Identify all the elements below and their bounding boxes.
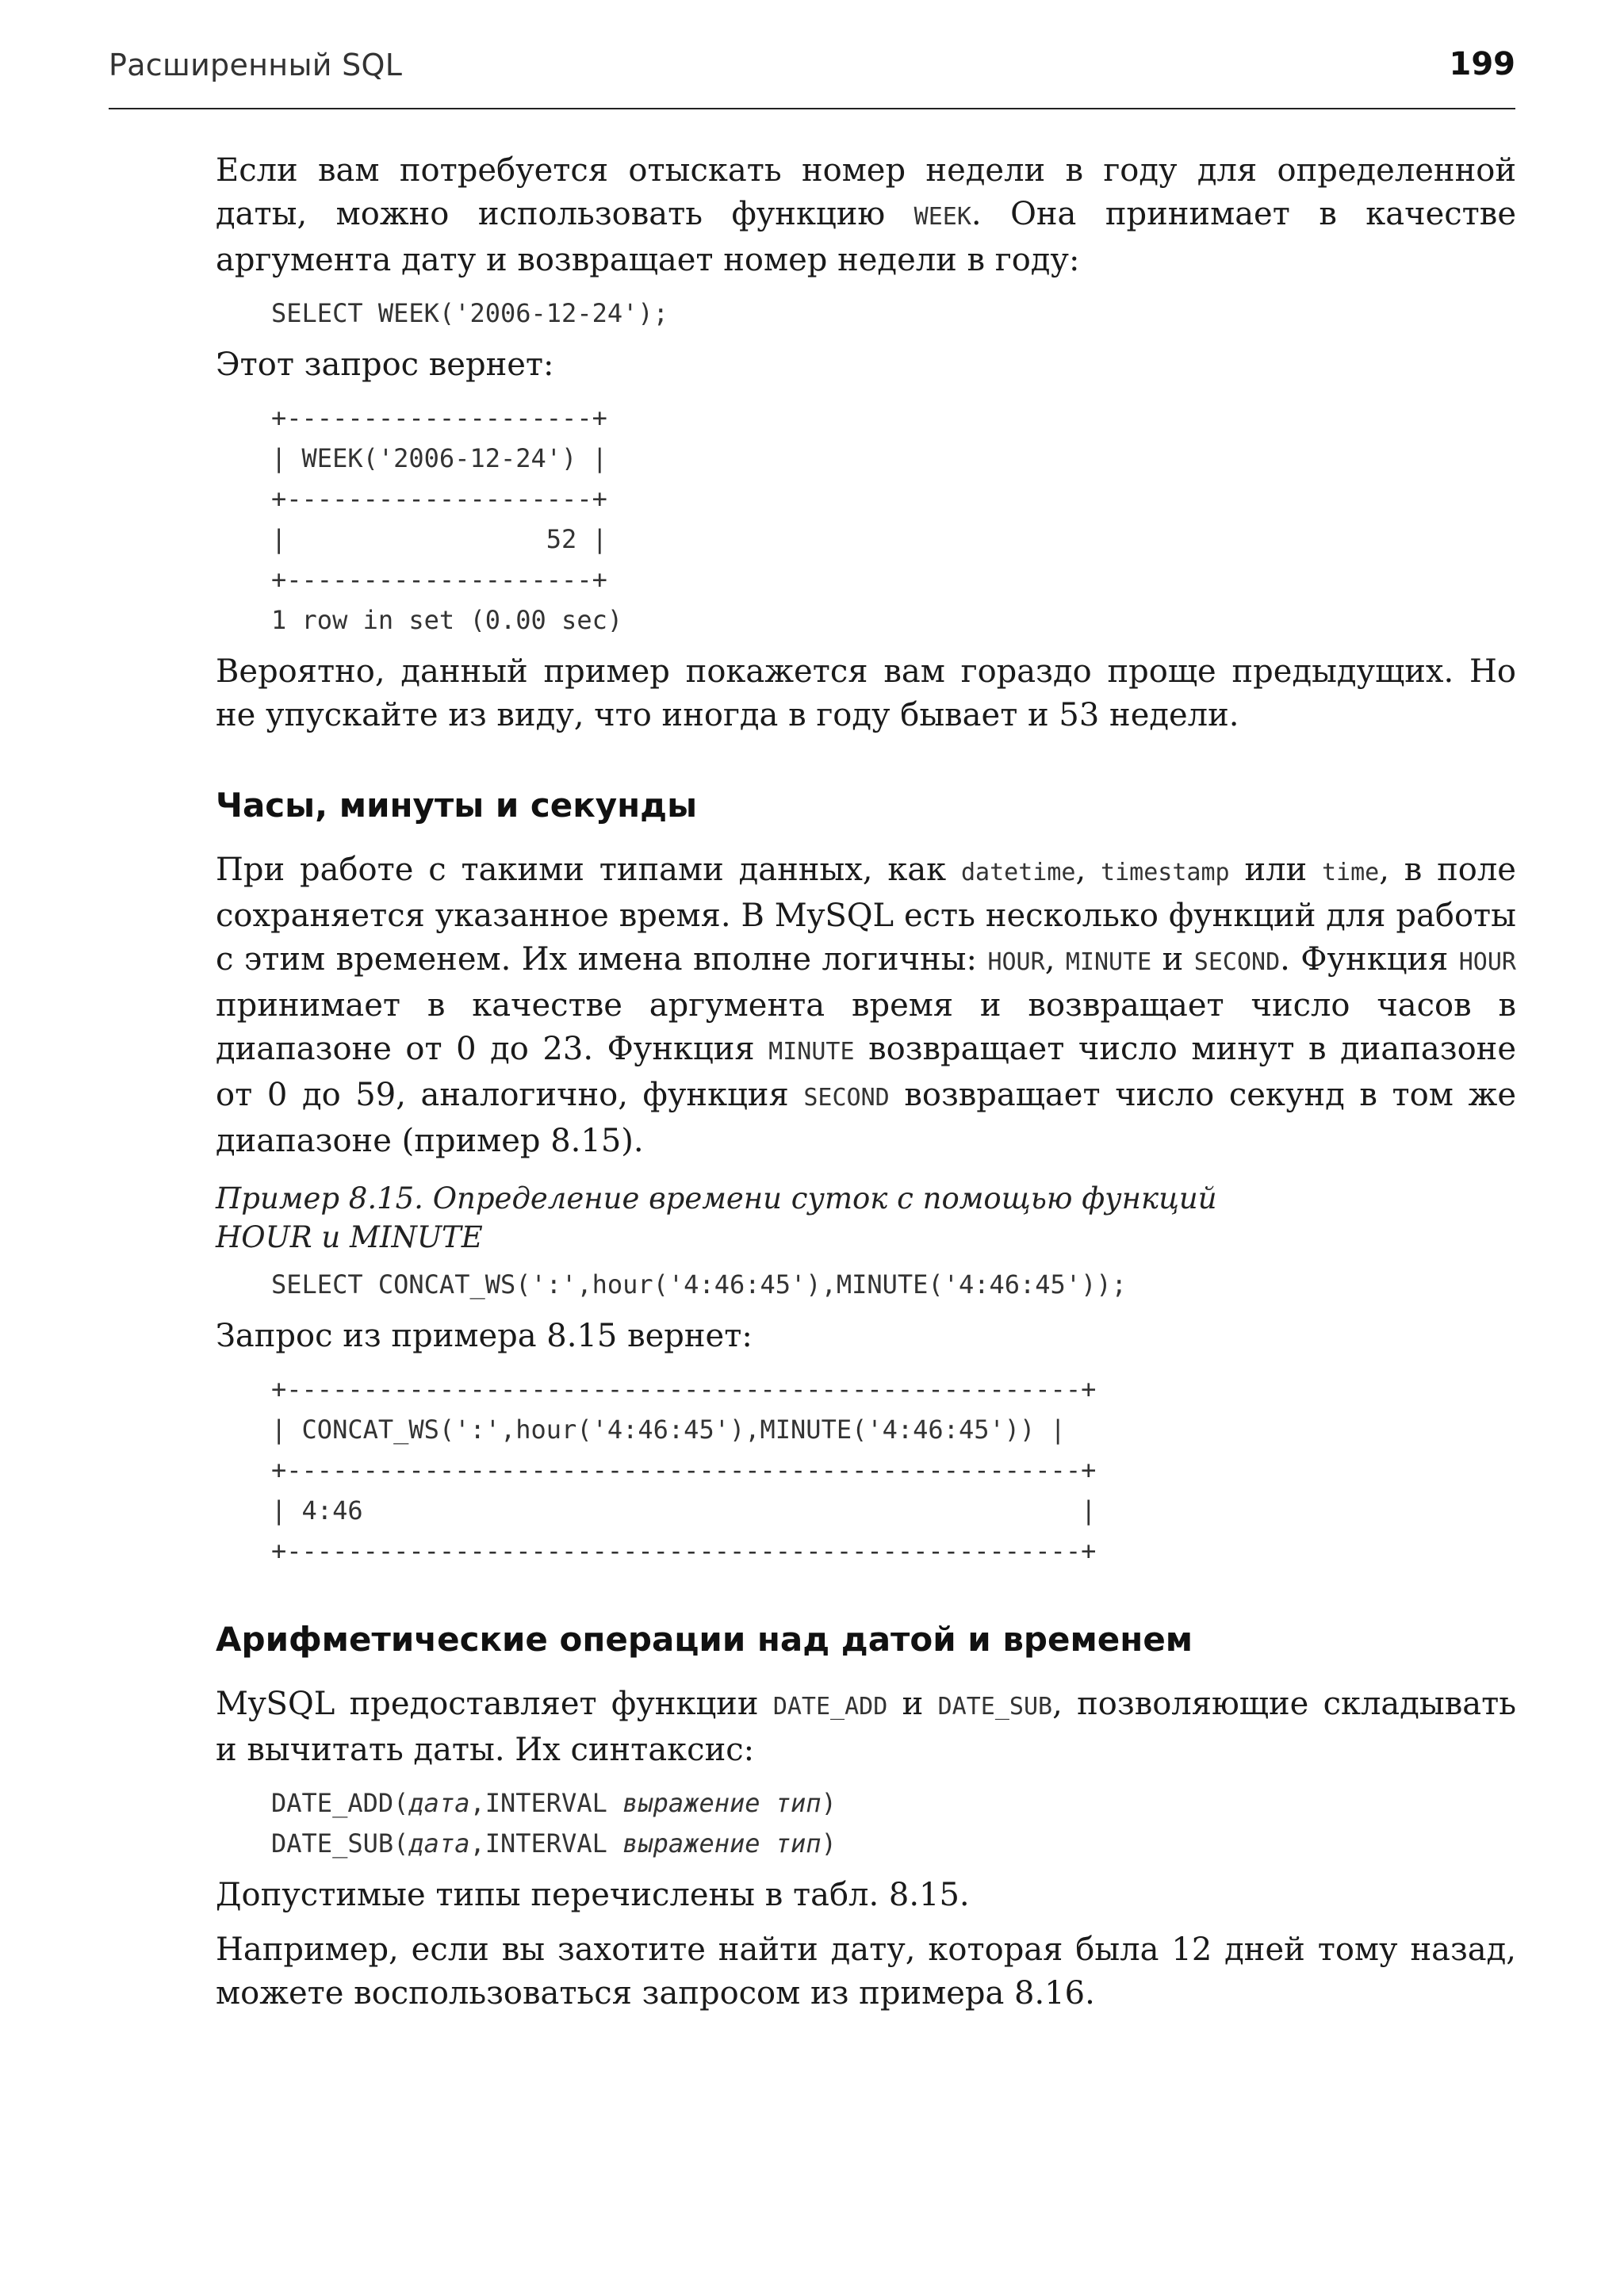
paragraph-types-reference: Допустимые типы перечислены в табл. 8.15.: [216, 1877, 970, 1913]
page-number: 199: [1449, 46, 1515, 82]
code-concat-query: SELECT CONCAT_WS(':',hour('4:46:45'),MINUTE('4:46:45'));: [271, 1269, 1127, 1300]
running-title: Расширенный SQL: [109, 48, 403, 82]
result-border: +--------------------+: [271, 565, 607, 595]
page-content: [216, 149, 1516, 2027]
code-week-query: SELECT WEEK('2006-12-24');: [271, 298, 668, 328]
section-heading-hours-minutes-seconds: Часы, минуты и секунды: [216, 786, 698, 825]
text-run: , позволяющие складывать и вычитать даты. Их синтаксис:: [216, 1686, 1517, 1768]
result-header-row: | CONCAT_WS(':',hour('4:46:45'),MINUTE('4:46:45')) |: [271, 1415, 1066, 1445]
syntax-expr: выражение тип: [622, 1828, 822, 1859]
syntax-fn: DATE_SUB(: [271, 1828, 409, 1859]
paragraph-week-note: Вероятно, данный пример покажется вам гораздо проще предыдущих. Но не упускайте из виду, что иногда в году бывает и 53 недели.: [216, 653, 1516, 733]
example-caption: [216, 1179, 1516, 1257]
syntax-fn: DATE_ADD(: [271, 1788, 409, 1818]
syntax-arg: дата: [408, 1828, 470, 1859]
text-run: возвращает число секунд в том же диапазоне (пример 8.15).: [216, 1077, 1516, 1159]
inline-code: time: [1322, 859, 1380, 886]
result-table-concat: [271, 1369, 1516, 1572]
paragraph-example-returns: Запрос из примера 8.15 вернет:: [216, 1318, 753, 1354]
result-border: +--------------------+: [271, 484, 607, 514]
syntax-end: ): [821, 1828, 837, 1859]
inline-code: HOUR: [987, 948, 1045, 976]
inline-code: SECOND: [803, 1084, 890, 1112]
paragraph-example-reference: Например, если вы захотите найти дату, которая была 12 дней тому назад, можете воспользоваться запросом из примера 8.16.: [216, 1931, 1516, 2012]
text-run: Если вам потребуется отыскать номер недели в году для определенной даты, можно использовать функцию: [216, 152, 1516, 232]
caption-line: Пример 8.15. Определение времени суток с помощью функций: [216, 1181, 1217, 1215]
text-run: и: [887, 1686, 938, 1722]
text-run: и: [1151, 941, 1194, 978]
result-value-row: | 52 |: [271, 524, 607, 554]
text-run: или: [1229, 852, 1322, 888]
syntax-mid: ,INTERVAL: [469, 1788, 623, 1818]
syntax-mid: ,INTERVAL: [469, 1828, 623, 1859]
result-border: +----------------------------------------------------+: [271, 1374, 1097, 1404]
result-border: +----------------------------------------------------+: [271, 1455, 1097, 1485]
inline-code: MINUTE: [768, 1038, 855, 1066]
result-value-row: | 4:46 |: [271, 1495, 1097, 1526]
syntax-expr: выражение тип: [622, 1788, 822, 1818]
paragraph-date-add-sub: [216, 1683, 1516, 1772]
text-run: MySQL предоставляет функции: [216, 1686, 773, 1722]
paragraph-query-returns: Этот запрос вернет:: [216, 346, 554, 383]
caption-line: HOUR и MINUTE: [216, 1220, 483, 1254]
text-run: , в поле сохраняется указанное время. В MySQL есть несколько функций для работы с этим временем. Их имена вполне логичны:: [216, 852, 1516, 978]
inline-code: timestamp: [1101, 859, 1230, 886]
text-run: ,: [1075, 852, 1101, 888]
text-run: . Она принимает в качестве аргумента дату и возвращает номер недели в году:: [216, 196, 1516, 278]
paragraph-time-functions: [216, 848, 1516, 1163]
page-header: [109, 46, 1515, 109]
result-border: +----------------------------------------------------+: [271, 1536, 1097, 1566]
text-run: . Функция: [1280, 941, 1459, 978]
inline-code: WEEK: [914, 203, 971, 231]
inline-code: datetime: [961, 859, 1076, 886]
inline-code: MINUTE: [1065, 948, 1152, 976]
text-run: возвращает число минут в диапазоне от 0 до 59, аналогично, функция: [216, 1031, 1517, 1113]
syntax-arg: дата: [408, 1788, 470, 1818]
paragraph-week-intro: [216, 149, 1516, 282]
result-table-week: [271, 398, 1516, 641]
section-heading-date-arithmetic: Арифметические операции над датой и временем: [216, 1620, 1193, 1659]
inline-code: DATE_SUB: [937, 1693, 1053, 1721]
text-run: ,: [1044, 941, 1066, 978]
code-syntax: [271, 1783, 1516, 1864]
text-run: принимает в качестве аргумента время и возвращает число часов в диапазоне от 0 до 23. Функция: [216, 987, 1516, 1067]
syntax-end: ): [821, 1788, 837, 1818]
inline-code: DATE_ADD: [772, 1693, 888, 1721]
result-border: +--------------------+: [271, 403, 607, 433]
inline-code: HOUR: [1458, 948, 1516, 976]
text-run: При работе с такими типами данных, как: [216, 852, 961, 888]
result-footer: 1 row in set (0.00 sec): [271, 605, 623, 635]
result-header-row: | WEEK('2006-12-24') |: [271, 443, 607, 473]
inline-code: SECOND: [1193, 948, 1281, 976]
